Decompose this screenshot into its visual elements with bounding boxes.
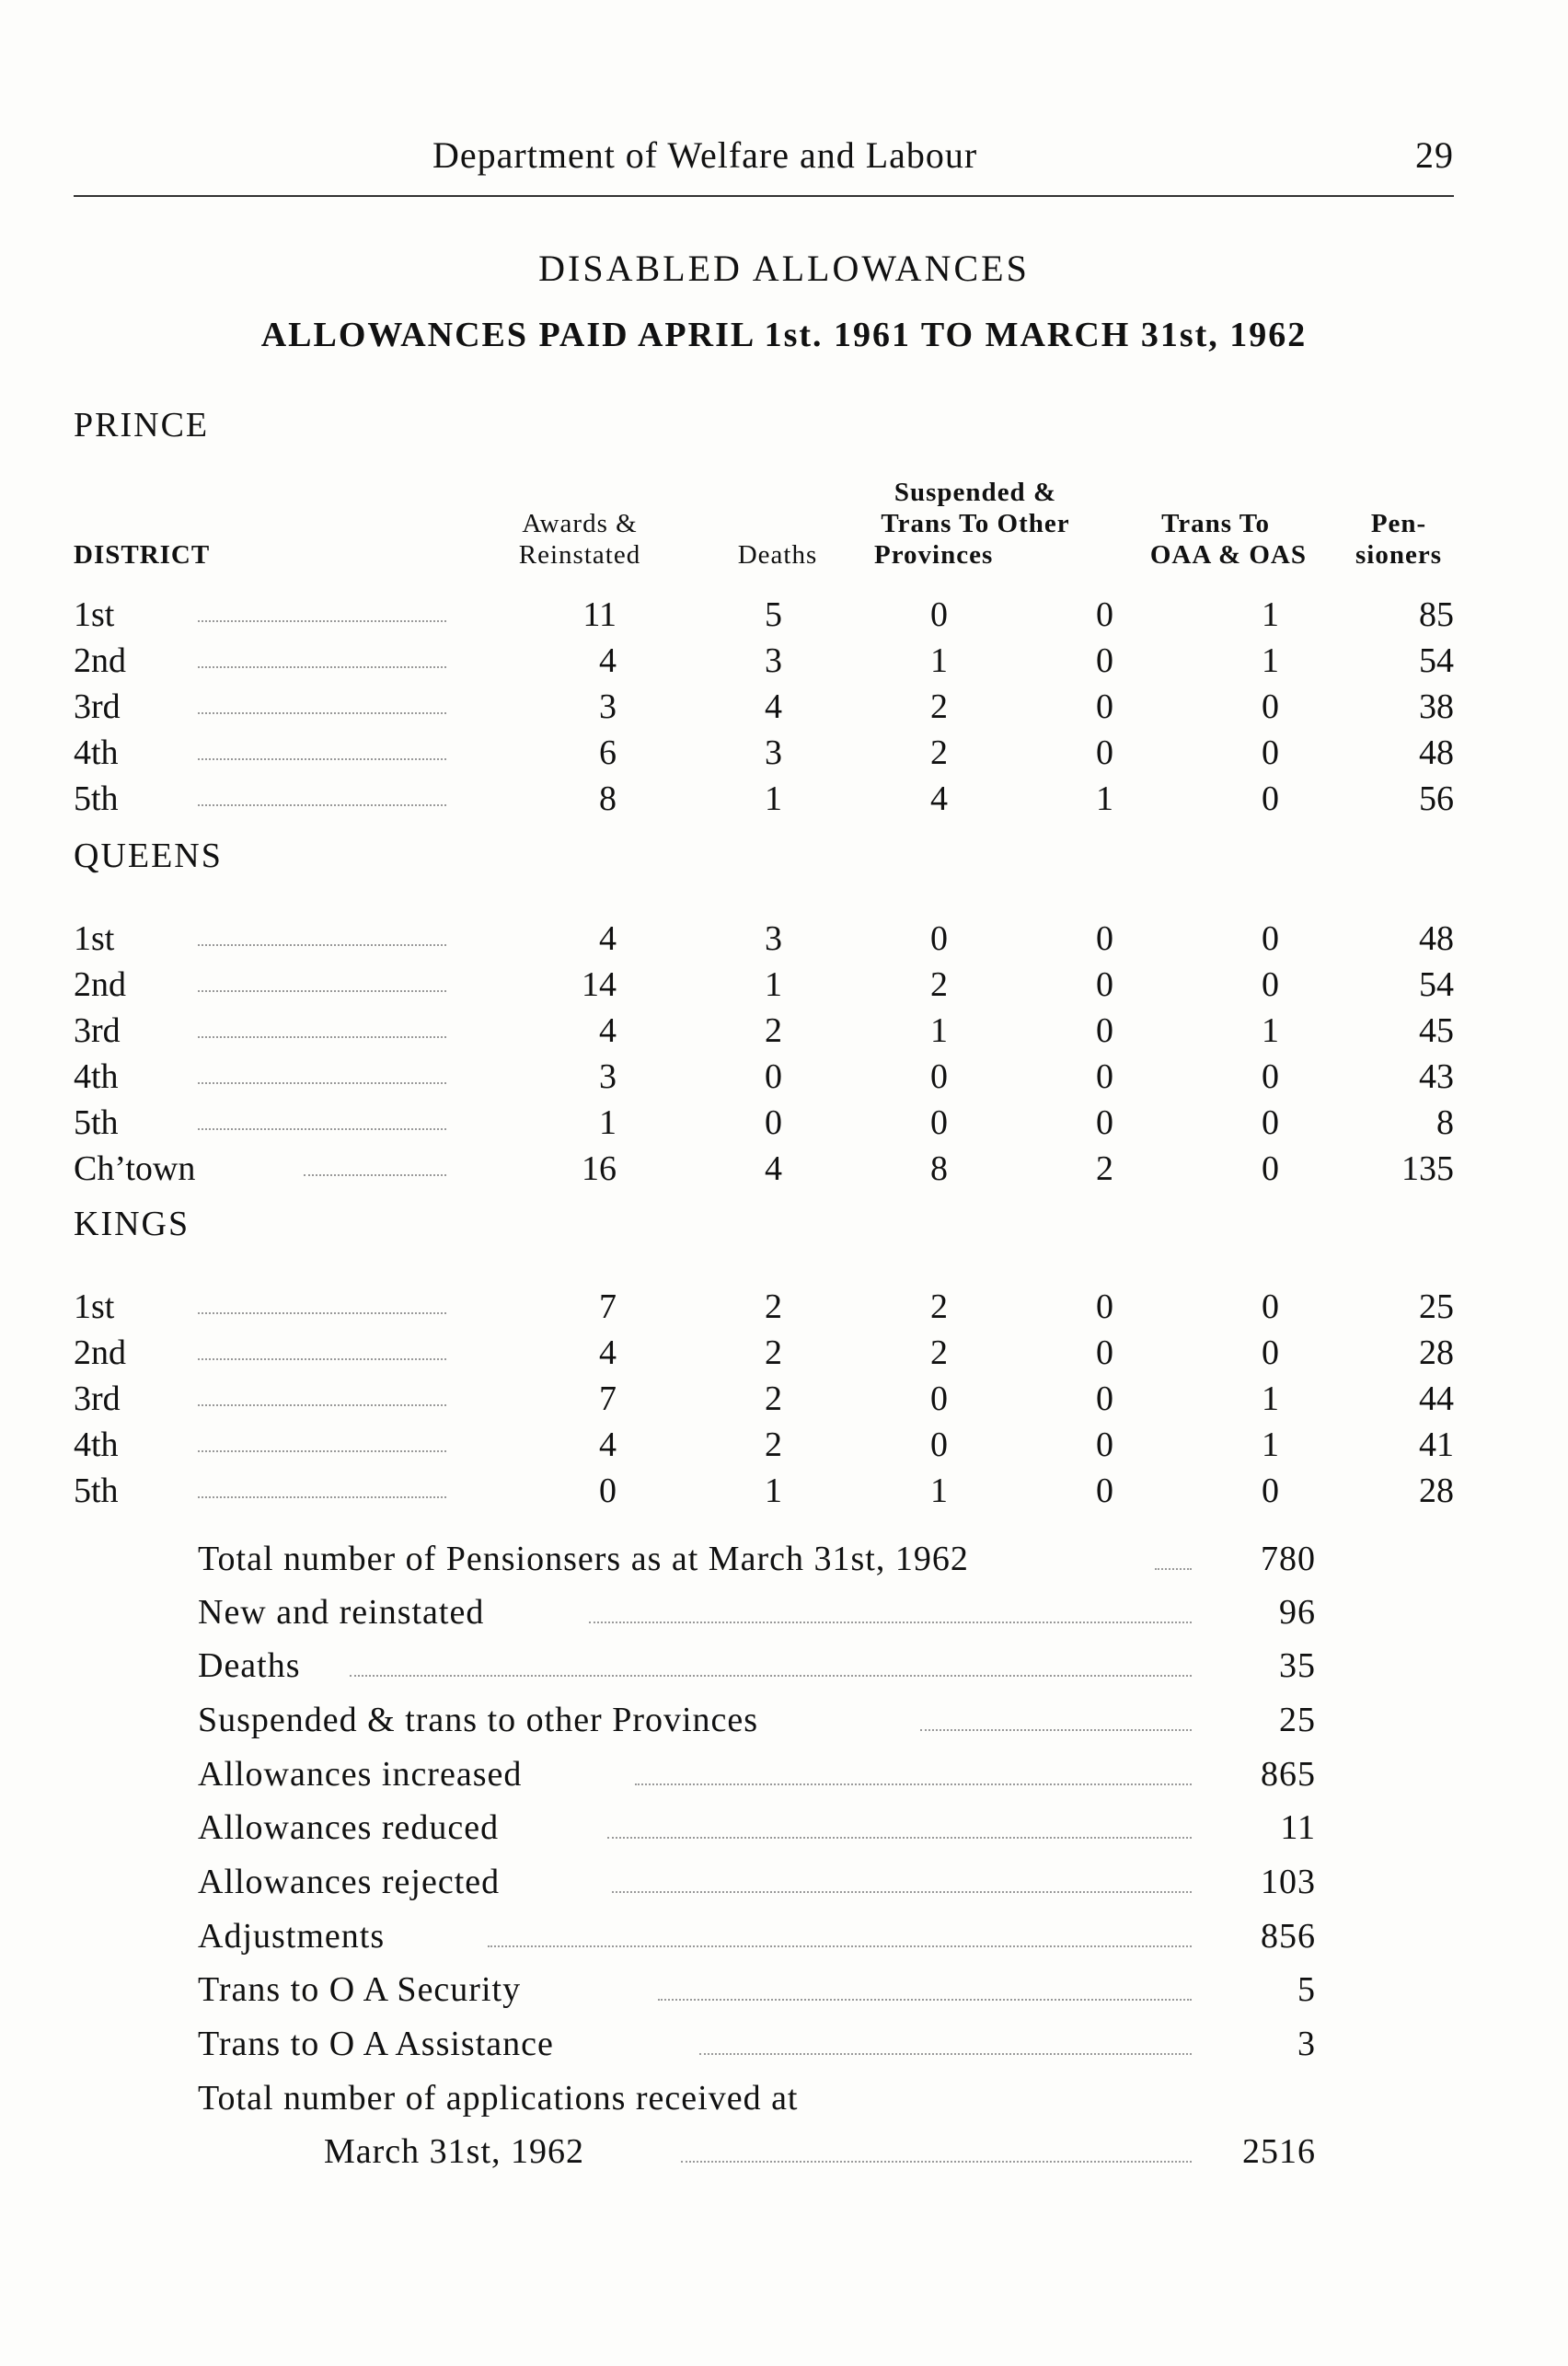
column-header-awards-line1: Awards & [522, 509, 638, 538]
leader-dots [198, 666, 446, 668]
summary-label: March 31st, 1962 [324, 2132, 585, 2171]
table-row [0, 641, 1568, 687]
deaths-cell: 2 [765, 1425, 782, 1464]
suspended-cell: 1 [930, 1011, 948, 1050]
leader-dots [589, 1622, 1192, 1623]
county-heading-queens: QUEENS [74, 837, 223, 875]
header-rule [74, 195, 1454, 197]
summary-value: 865 [1261, 1755, 1316, 1794]
summary-line-trans-oa-assistance [0, 2024, 1568, 2075]
summary-line-allowances-reduced [0, 1807, 1568, 1859]
awards-cell: 3 [599, 687, 617, 726]
summary-label: Allowances rejected [198, 1863, 501, 1901]
deaths-cell: 2 [765, 1287, 782, 1326]
pensioners-cell: 8 [1436, 1103, 1454, 1142]
leader-dots [920, 1729, 1192, 1731]
deaths-cell: 0 [765, 1057, 782, 1096]
oas-cell: 0 [1262, 919, 1279, 958]
oas-cell: 0 [1262, 1103, 1279, 1142]
awards-cell: 4 [599, 1011, 617, 1050]
suspended-cell: 2 [930, 965, 948, 1004]
table-row [0, 1148, 1568, 1195]
column-header-pensioners-line2: sioners [1355, 540, 1442, 570]
county-heading-kings: KINGS [74, 1205, 190, 1243]
column-header-pensioners [1334, 508, 1463, 571]
pensioners-cell: 48 [1419, 919, 1454, 958]
leader-dots [198, 1128, 446, 1130]
deaths-cell: 1 [765, 965, 782, 1004]
summary-line-new-reinstated [0, 1592, 1568, 1644]
summary-value: 2516 [1242, 2132, 1316, 2171]
oaa-cell: 2 [1096, 1149, 1113, 1188]
table-row [0, 1379, 1568, 1425]
deaths-cell: 2 [765, 1011, 782, 1050]
district-cell: 2nd [74, 1333, 126, 1372]
suspended-cell: 0 [930, 1057, 948, 1096]
oaa-cell: 0 [1096, 1425, 1113, 1464]
column-header-district: DISTRICT [74, 540, 211, 570]
oaa-cell: 0 [1096, 1287, 1113, 1326]
leader-dots [198, 1404, 446, 1406]
page-title: DISABLED ALLOWANCES [538, 248, 1030, 289]
awards-cell: 3 [599, 1057, 617, 1096]
pensioners-cell: 43 [1419, 1057, 1454, 1096]
leader-dots [1155, 1568, 1192, 1570]
oas-cell: 1 [1262, 1425, 1279, 1464]
oas-cell: 0 [1262, 687, 1279, 726]
pensioners-cell: 28 [1419, 1333, 1454, 1372]
district-cell: 3rd [74, 687, 121, 726]
oaa-cell: 0 [1096, 1472, 1113, 1510]
oas-cell: 0 [1262, 733, 1279, 772]
oas-cell: 1 [1262, 641, 1279, 680]
pensioners-cell: 135 [1401, 1149, 1454, 1188]
oas-cell: 0 [1262, 965, 1279, 1004]
awards-cell: 7 [599, 1287, 617, 1326]
district-cell: 4th [74, 1425, 119, 1464]
leader-dots [658, 1999, 1192, 2001]
deaths-cell: 1 [765, 779, 782, 818]
suspended-cell: 8 [930, 1149, 948, 1188]
page-subtitle: ALLOWANCES PAID APRIL 1st. 1961 TO MARCH 31st, 1962 [260, 316, 1308, 354]
leader-dots [198, 990, 446, 992]
oas-cell: 0 [1262, 1287, 1279, 1326]
oaa-cell: 1 [1096, 779, 1113, 818]
suspended-cell: 4 [930, 779, 948, 818]
leader-dots [198, 944, 446, 946]
column-header-suspended-line1: Suspended & [894, 478, 1057, 507]
summary-label: Allowances increased [198, 1755, 523, 1794]
deaths-cell: 4 [765, 687, 782, 726]
summary-line-total-applications [0, 2078, 1568, 2129]
deaths-cell: 2 [765, 1379, 782, 1418]
awards-cell: 4 [599, 641, 617, 680]
deaths-cell: 3 [765, 733, 782, 772]
summary-line-allowances-rejected [0, 1862, 1568, 1913]
leader-dots [198, 804, 446, 806]
column-header-pensioners-line1: Pen- [1370, 509, 1427, 538]
suspended-cell: 1 [930, 641, 948, 680]
summary-line-trans-oa-security [0, 1969, 1568, 2021]
district-cell: 1st [74, 1287, 115, 1326]
awards-cell: 4 [599, 1333, 617, 1372]
pensioners-cell: 54 [1419, 641, 1454, 680]
table-row [0, 733, 1568, 779]
table-row [0, 1471, 1568, 1517]
suspended-cell: 1 [930, 1472, 948, 1510]
column-header-awards-line2: Reinstated [518, 540, 641, 570]
summary-label: Adjustments [198, 1917, 386, 1956]
suspended-cell: 2 [930, 1333, 948, 1372]
oaa-cell: 0 [1096, 687, 1113, 726]
awards-cell: 6 [599, 733, 617, 772]
district-cell: 4th [74, 733, 119, 772]
summary-label: Allowances reduced [198, 1808, 500, 1847]
leader-dots [198, 1036, 446, 1038]
oas-cell: 0 [1262, 1149, 1279, 1188]
district-cell: 3rd [74, 1011, 121, 1050]
summary-value: 780 [1261, 1540, 1316, 1578]
pensioners-cell: 41 [1419, 1425, 1454, 1464]
summary-line-deaths [0, 1645, 1568, 1697]
oaa-cell: 0 [1096, 1333, 1113, 1372]
table-row [0, 1425, 1568, 1471]
column-header-trans-to [1049, 508, 1307, 571]
district-cell: 3rd [74, 1379, 121, 1418]
leader-dots [304, 1174, 446, 1176]
district-cell: 1st [74, 919, 115, 958]
column-header-suspended-line3: Provinces [874, 540, 994, 570]
awards-cell: 1 [599, 1103, 617, 1142]
leader-dots [198, 1082, 446, 1084]
awards-cell: 11 [582, 595, 617, 634]
oas-cell: 1 [1262, 1379, 1279, 1418]
deaths-cell: 1 [765, 1472, 782, 1510]
pensioners-cell: 28 [1419, 1472, 1454, 1510]
summary-label: Trans to O A Assistance [198, 2025, 554, 2063]
county-heading-prince: PRINCE [74, 406, 210, 444]
leader-dots [612, 1891, 1192, 1893]
oaa-cell: 0 [1096, 1103, 1113, 1142]
table-row [0, 779, 1568, 825]
summary-label: Total number of Pensionsers as at March 31st, 1962 [198, 1540, 969, 1578]
awards-cell: 4 [599, 919, 617, 958]
table-row [0, 1102, 1568, 1148]
column-header-trans-to-line2: OAA & OAS [1149, 540, 1307, 570]
summary-line-total-pensioners [0, 1539, 1568, 1590]
district-cell: 5th [74, 779, 119, 818]
summary-value: 856 [1261, 1917, 1316, 1956]
summary-value: 96 [1279, 1593, 1316, 1632]
leader-dots [681, 2161, 1192, 2163]
oas-cell: 0 [1262, 1472, 1279, 1510]
leader-dots [635, 1783, 1192, 1785]
oas-cell: 0 [1262, 779, 1279, 818]
table-row [0, 964, 1568, 1010]
leader-dots [198, 1450, 446, 1452]
table-row [0, 918, 1568, 964]
suspended-cell: 2 [930, 1287, 948, 1326]
pensioners-cell: 38 [1419, 687, 1454, 726]
summary-value: 3 [1297, 2025, 1316, 2063]
oaa-cell: 0 [1096, 1057, 1113, 1096]
summary-line-allowances-increased [0, 1754, 1568, 1806]
leader-dots [198, 1312, 446, 1314]
deaths-cell: 4 [765, 1149, 782, 1188]
page-number: 29 [1415, 134, 1454, 176]
suspended-cell: 2 [930, 733, 948, 772]
summary-line-suspended [0, 1700, 1568, 1751]
awards-cell: 8 [599, 779, 617, 818]
summary-line-applications-date [0, 2131, 1568, 2183]
oas-cell: 1 [1262, 1011, 1279, 1050]
oaa-cell: 0 [1096, 1379, 1113, 1418]
summary-label: Suspended & trans to other Provinces [198, 1701, 759, 1739]
oaa-cell: 0 [1096, 595, 1113, 634]
oas-cell: 0 [1262, 1057, 1279, 1096]
summary-value: 25 [1279, 1701, 1316, 1739]
column-header-trans-to-line1: Trans To [1161, 509, 1270, 538]
deaths-cell: 3 [765, 641, 782, 680]
district-cell: 5th [74, 1103, 119, 1142]
oaa-cell: 0 [1096, 641, 1113, 680]
deaths-cell: 3 [765, 919, 782, 958]
column-header-awards [478, 508, 681, 571]
oaa-cell: 0 [1096, 733, 1113, 772]
leader-dots [488, 1945, 1192, 1947]
suspended-cell: 0 [930, 1379, 948, 1418]
leader-dots [198, 1358, 446, 1360]
awards-cell: 14 [582, 965, 617, 1004]
table-row [0, 1333, 1568, 1379]
summary-value: 5 [1297, 1970, 1316, 2009]
summary-label: Deaths [198, 1646, 301, 1685]
awards-cell: 7 [599, 1379, 617, 1418]
oaa-cell: 0 [1096, 919, 1113, 958]
leader-dots [198, 1496, 446, 1498]
district-cell: 2nd [74, 965, 126, 1004]
deaths-cell: 2 [765, 1333, 782, 1372]
oaa-cell: 0 [1096, 1011, 1113, 1050]
summary-line-adjustments [0, 1916, 1568, 1968]
table-row [0, 687, 1568, 733]
deaths-cell: 5 [765, 595, 782, 634]
pensioners-cell: 44 [1419, 1379, 1454, 1418]
pensioners-cell: 54 [1419, 965, 1454, 1004]
oaa-cell: 0 [1096, 965, 1113, 1004]
pensioners-cell: 85 [1419, 595, 1454, 634]
summary-label: Trans to O A Security [198, 1970, 522, 2009]
table-row [0, 1010, 1568, 1056]
awards-cell: 4 [599, 1425, 617, 1464]
column-header-suspended-line2: Trans To Other [881, 509, 1070, 538]
district-cell: Ch’town [74, 1149, 196, 1188]
table-row [0, 1056, 1568, 1102]
pensioners-cell: 25 [1419, 1287, 1454, 1326]
suspended-cell: 0 [930, 919, 948, 958]
table-row [0, 594, 1568, 641]
suspended-cell: 2 [930, 687, 948, 726]
running-head [74, 133, 1454, 189]
oas-cell: 0 [1262, 1333, 1279, 1372]
district-cell: 1st [74, 595, 115, 634]
summary-value: 103 [1261, 1863, 1316, 1901]
awards-cell: 16 [582, 1149, 617, 1188]
leader-dots [607, 1837, 1192, 1839]
oas-cell: 1 [1262, 595, 1279, 634]
pensioners-cell: 48 [1419, 733, 1454, 772]
pensioners-cell: 45 [1419, 1011, 1454, 1050]
leader-dots [198, 712, 446, 714]
awards-cell: 0 [599, 1472, 617, 1510]
district-cell: 5th [74, 1472, 119, 1510]
summary-value: 11 [1280, 1808, 1316, 1847]
summary-label: New and reinstated [198, 1593, 485, 1632]
summary-label: Total number of applications received at [198, 2079, 799, 2118]
leader-dots [198, 620, 446, 622]
table-row [0, 1287, 1568, 1333]
suspended-cell: 0 [930, 1425, 948, 1464]
leader-dots [699, 2053, 1192, 2055]
pensioners-cell: 56 [1419, 779, 1454, 818]
leader-dots [198, 758, 446, 760]
deaths-cell: 0 [765, 1103, 782, 1142]
district-cell: 4th [74, 1057, 119, 1096]
leader-dots [350, 1675, 1192, 1677]
suspended-cell: 0 [930, 1103, 948, 1142]
summary-value: 35 [1279, 1646, 1316, 1685]
district-cell: 2nd [74, 641, 126, 680]
running-title: Department of Welfare and Labour [432, 134, 978, 176]
suspended-cell: 0 [930, 595, 948, 634]
column-header-deaths: Deaths [737, 540, 818, 570]
